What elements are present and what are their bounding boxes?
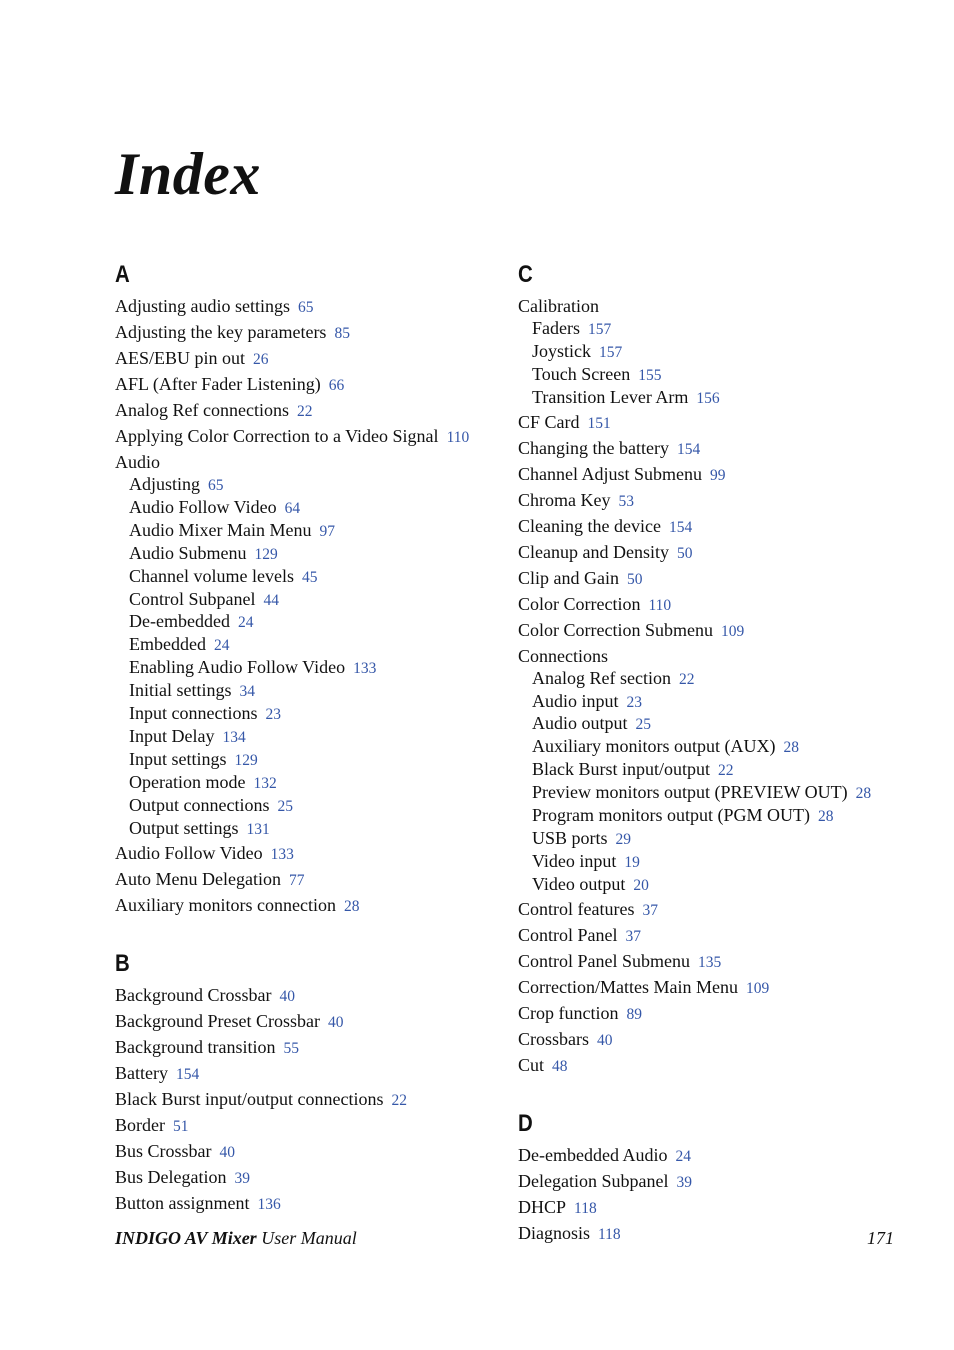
index-subterm: Joystick bbox=[532, 340, 592, 361]
index-entry bbox=[518, 1053, 938, 1079]
index-subentry bbox=[518, 759, 938, 782]
index-term: Button assignment bbox=[115, 1192, 250, 1213]
index-subterm: De-embedded bbox=[129, 611, 230, 632]
page-link[interactable]: 118 bbox=[574, 1199, 597, 1217]
index-entry bbox=[518, 1169, 938, 1195]
index-term: Background Crossbar bbox=[115, 984, 272, 1005]
index-subterm: Analog Ref section bbox=[532, 667, 671, 688]
index-subentry bbox=[518, 668, 938, 691]
index-subentry bbox=[115, 589, 505, 612]
index-entry bbox=[115, 1165, 505, 1191]
section-gap bbox=[518, 1079, 938, 1109]
index-entry bbox=[115, 1061, 505, 1087]
page-link[interactable]: 97 bbox=[319, 522, 335, 540]
index-entry bbox=[518, 410, 938, 436]
index-subentry bbox=[115, 680, 505, 703]
page-link[interactable]: 109 bbox=[720, 622, 745, 640]
index-subentry bbox=[518, 805, 938, 828]
index-entry bbox=[115, 346, 505, 372]
page-link[interactable]: 110 bbox=[648, 596, 672, 614]
index-term: Cleaning the device bbox=[518, 515, 661, 536]
page-link[interactable]: 40 bbox=[279, 987, 295, 1005]
index-term: AFL (After Fader Listening) bbox=[115, 374, 321, 394]
index-subterm: Audio Mixer Main Menu bbox=[129, 519, 312, 540]
index-subterm: Video input bbox=[532, 850, 617, 871]
index-subterm: Auxiliary monitors output (AUX) bbox=[532, 736, 776, 757]
section-letter: B bbox=[115, 949, 130, 977]
index-term: DHCP bbox=[518, 1196, 567, 1217]
index-term: Auxiliary monitors connection bbox=[115, 894, 336, 915]
index-term: Cleanup and Density bbox=[518, 541, 669, 562]
index-term: Channel Adjust Submenu bbox=[518, 463, 702, 484]
page-link[interactable]: 118 bbox=[598, 1225, 621, 1243]
index-subentry bbox=[518, 828, 938, 851]
index-term: Border bbox=[115, 1114, 165, 1135]
page-link[interactable]: 25 bbox=[635, 716, 652, 734]
page-link[interactable]: 48 bbox=[552, 1057, 568, 1075]
index-entry bbox=[518, 949, 938, 975]
page-link[interactable]: 28 bbox=[783, 739, 799, 757]
index-term: Crop function bbox=[518, 1002, 619, 1023]
index-subterm: Audio input bbox=[532, 690, 619, 711]
page-footer bbox=[115, 1225, 894, 1252]
section-b bbox=[115, 949, 505, 1217]
page-title: Index bbox=[115, 141, 261, 207]
page-link[interactable]: 34 bbox=[239, 683, 255, 701]
page-link[interactable]: 37 bbox=[625, 927, 641, 945]
index-subentry bbox=[115, 497, 505, 520]
index-term: De-embedded Audio bbox=[518, 1144, 668, 1165]
page-link[interactable]: 157 bbox=[588, 321, 612, 338]
page-link[interactable]: 65 bbox=[298, 299, 314, 316]
index-entry bbox=[518, 644, 938, 668]
page-link[interactable]: 23 bbox=[626, 693, 643, 711]
section-d bbox=[518, 1109, 938, 1247]
index-subentry bbox=[518, 341, 938, 364]
page-link[interactable]: 157 bbox=[599, 343, 623, 361]
index-entry bbox=[115, 1191, 505, 1217]
index-subterm: Program monitors output (PGM OUT) bbox=[532, 805, 810, 826]
page-link[interactable]: 22 bbox=[296, 403, 313, 420]
index-entry bbox=[518, 1027, 938, 1053]
page-link[interactable]: 40 bbox=[597, 1031, 613, 1049]
page-link[interactable]: 77 bbox=[288, 871, 305, 889]
page-link[interactable]: 50 bbox=[676, 544, 693, 562]
index-entry bbox=[115, 841, 505, 867]
page-link[interactable]: 136 bbox=[257, 1195, 281, 1213]
index-subentry bbox=[115, 795, 505, 818]
index-term: Changing the battery bbox=[518, 437, 669, 458]
index-term: Applying Color Correction to a Video Signal bbox=[115, 426, 439, 446]
index-subentry bbox=[115, 543, 505, 566]
index-entry bbox=[115, 320, 505, 346]
index-entry bbox=[115, 1035, 505, 1061]
page-link[interactable]: 155 bbox=[638, 366, 662, 384]
index-entry bbox=[115, 1113, 505, 1139]
index-term: Control features bbox=[518, 898, 635, 919]
section-letter: A bbox=[115, 261, 130, 288]
index-term: Background transition bbox=[115, 1036, 276, 1057]
index-entry bbox=[518, 897, 938, 923]
index-subentry bbox=[518, 691, 938, 714]
index-subentry bbox=[518, 736, 938, 759]
index-entry bbox=[115, 867, 505, 893]
page-link[interactable]: 50 bbox=[627, 570, 643, 588]
page-link[interactable]: 28 bbox=[855, 785, 872, 803]
index-subentry bbox=[115, 726, 505, 749]
page-link[interactable]: 151 bbox=[587, 414, 611, 432]
page-link[interactable]: 26 bbox=[253, 351, 269, 368]
page-link[interactable]: 22 bbox=[391, 1091, 407, 1109]
index-entry bbox=[115, 372, 505, 398]
index-subentry bbox=[518, 851, 938, 874]
index-entry bbox=[115, 1139, 505, 1165]
index-subentry bbox=[115, 657, 505, 680]
page-link[interactable]: 39 bbox=[676, 1173, 692, 1191]
index-subentry bbox=[518, 387, 938, 410]
index-subterm: Audio output bbox=[532, 713, 628, 734]
index-subterm: Input settings bbox=[129, 748, 227, 769]
index-entry bbox=[115, 450, 505, 474]
index-subterm: Audio Submenu bbox=[129, 542, 247, 563]
index-subterm: Output settings bbox=[129, 817, 239, 838]
page-link[interactable]: 110 bbox=[446, 429, 470, 446]
index-term: Battery bbox=[115, 1062, 168, 1083]
index-term: Control Panel bbox=[518, 924, 618, 945]
index-subentry bbox=[115, 703, 505, 726]
page-link[interactable]: 24 bbox=[237, 614, 254, 632]
page-link[interactable]: 129 bbox=[254, 545, 278, 563]
index-subentry bbox=[518, 874, 938, 897]
index-subterm: Input connections bbox=[129, 703, 258, 724]
index-entry bbox=[115, 1009, 505, 1035]
page-link[interactable]: 24 bbox=[213, 637, 230, 655]
page-link[interactable]: 28 bbox=[343, 897, 360, 915]
index-subentry bbox=[115, 474, 505, 497]
index-subentry bbox=[115, 520, 505, 543]
page-link[interactable]: 23 bbox=[265, 706, 281, 724]
index-entry bbox=[518, 975, 938, 1001]
index-entry bbox=[518, 1143, 938, 1169]
index-subterm: Input Delay bbox=[129, 725, 215, 746]
page-link[interactable]: 55 bbox=[283, 1039, 299, 1057]
index-subterm: Audio Follow Video bbox=[129, 496, 277, 517]
index-subterm: Embedded bbox=[129, 634, 206, 655]
index-subterm: Channel volume levels bbox=[129, 565, 294, 586]
index-term: Black Burst input/output connections bbox=[115, 1088, 384, 1109]
index-entry bbox=[115, 424, 505, 450]
section-a bbox=[115, 260, 505, 919]
page-link[interactable]: 134 bbox=[222, 728, 246, 746]
page-link[interactable]: 132 bbox=[253, 774, 277, 792]
index-term: CF Card bbox=[518, 411, 580, 432]
index-subterm: Operation mode bbox=[129, 771, 246, 792]
page-link[interactable]: 85 bbox=[334, 325, 350, 342]
page-link[interactable]: 129 bbox=[234, 751, 258, 769]
page-link[interactable]: 45 bbox=[301, 568, 318, 586]
index-term: Calibration bbox=[518, 296, 599, 316]
index-term: Chroma Key bbox=[518, 489, 611, 510]
index-entry bbox=[115, 294, 505, 320]
index-entry bbox=[115, 398, 505, 424]
index-entry bbox=[518, 618, 938, 644]
index-term: Color Correction bbox=[518, 593, 641, 614]
footer-subtitle: User Manual bbox=[261, 1228, 357, 1248]
index-term: Diagnosis bbox=[518, 1222, 590, 1243]
index-term: Adjusting audio settings bbox=[115, 296, 290, 316]
footer-brand: INDIGO AV Mixer bbox=[115, 1228, 257, 1248]
index-subterm: Transition Lever Arm bbox=[532, 386, 689, 407]
page-link[interactable]: 20 bbox=[633, 876, 649, 894]
page-link[interactable]: 109 bbox=[745, 979, 770, 997]
page-link[interactable]: 131 bbox=[246, 820, 270, 838]
index-term: Auto Menu Delegation bbox=[115, 868, 281, 889]
index-entry bbox=[518, 540, 938, 566]
index-subterm: USB ports bbox=[532, 827, 608, 848]
footer-page-number: 171 bbox=[867, 1228, 894, 1248]
index-subterm: Adjusting bbox=[129, 474, 201, 494]
index-entry bbox=[518, 592, 938, 618]
page-link[interactable]: 154 bbox=[676, 440, 701, 458]
index-term: Bus Delegation bbox=[115, 1166, 227, 1187]
page-link[interactable]: 40 bbox=[327, 1013, 344, 1031]
page-link[interactable]: 29 bbox=[615, 830, 632, 848]
index-subentry bbox=[518, 713, 938, 736]
index-term: AES/EBU pin out bbox=[115, 348, 246, 368]
page-link[interactable]: 89 bbox=[626, 1005, 642, 1023]
index-subentry bbox=[115, 634, 505, 657]
index-entry bbox=[115, 893, 505, 919]
index-term: Background Preset Crossbar bbox=[115, 1010, 320, 1031]
index-entry bbox=[518, 1001, 938, 1027]
index-entry bbox=[518, 923, 938, 949]
index-entry bbox=[518, 514, 938, 540]
index-subentry bbox=[115, 772, 505, 795]
index-subentry bbox=[115, 611, 505, 634]
index-term: Audio bbox=[115, 452, 160, 472]
section-gap bbox=[115, 919, 505, 949]
index-subterm: Black Burst input/output bbox=[532, 759, 710, 780]
index-subentry bbox=[115, 818, 505, 841]
index-term: Delegation Subpanel bbox=[518, 1170, 669, 1191]
page-link[interactable]: 135 bbox=[698, 953, 722, 971]
page-link[interactable]: 133 bbox=[353, 660, 377, 678]
index-term: Adjusting the key parameters bbox=[115, 322, 327, 342]
index-column-left bbox=[115, 260, 505, 1217]
section-letter: C bbox=[518, 261, 533, 288]
page-link[interactable]: 40 bbox=[219, 1143, 236, 1161]
page-link[interactable]: 39 bbox=[234, 1169, 250, 1187]
page-link[interactable]: 51 bbox=[172, 1117, 189, 1135]
index-term: Crossbars bbox=[518, 1028, 589, 1049]
index-term: Control Panel Submenu bbox=[518, 950, 690, 971]
page-link[interactable]: 28 bbox=[818, 808, 834, 826]
index-entry bbox=[518, 1195, 938, 1221]
page-link[interactable]: 22 bbox=[718, 762, 734, 780]
index-entry bbox=[518, 462, 938, 488]
index-column-right bbox=[518, 260, 938, 1247]
section-letter: D bbox=[518, 1109, 533, 1137]
page-link[interactable]: 156 bbox=[696, 389, 720, 407]
page-link[interactable]: 64 bbox=[284, 499, 301, 517]
index-subterm: Output connections bbox=[129, 794, 270, 815]
page-link[interactable]: 44 bbox=[263, 591, 279, 609]
page-link[interactable]: 19 bbox=[624, 853, 640, 871]
index-term: Clip and Gain bbox=[518, 567, 619, 588]
page-link[interactable]: 25 bbox=[277, 797, 293, 815]
index-entry bbox=[518, 294, 938, 318]
index-subentry bbox=[115, 566, 505, 589]
page-link[interactable]: 133 bbox=[270, 845, 294, 863]
page-link[interactable]: 24 bbox=[675, 1147, 691, 1165]
page-link[interactable]: 154 bbox=[175, 1065, 200, 1083]
index-term: Cut bbox=[518, 1054, 545, 1075]
page-link[interactable]: 66 bbox=[328, 377, 345, 394]
page-link[interactable]: 53 bbox=[618, 492, 634, 510]
index-term: Analog Ref connections bbox=[115, 400, 289, 420]
section-c bbox=[518, 260, 938, 1079]
index-subterm: Faders bbox=[532, 318, 580, 338]
index-subterm: Video output bbox=[532, 873, 626, 894]
index-term: Color Correction Submenu bbox=[518, 619, 713, 640]
page-link[interactable]: 65 bbox=[208, 477, 224, 494]
index-subentry bbox=[518, 364, 938, 387]
page-link[interactable]: 37 bbox=[642, 901, 658, 919]
index-entry bbox=[115, 983, 505, 1009]
index-subterm: Touch Screen bbox=[532, 363, 631, 384]
index-subentry bbox=[518, 782, 938, 805]
index-entry bbox=[518, 566, 938, 592]
index-subentry bbox=[518, 318, 938, 341]
page-link[interactable]: 99 bbox=[710, 466, 726, 484]
index-subterm: Preview monitors output (PREVIEW OUT) bbox=[532, 782, 848, 803]
page-link[interactable]: 22 bbox=[678, 670, 695, 688]
index-subterm: Initial settings bbox=[129, 680, 232, 701]
index-subentry bbox=[115, 749, 505, 772]
index-entry bbox=[518, 436, 938, 462]
index-term: Correction/Mattes Main Menu bbox=[518, 976, 738, 997]
index-term: Audio Follow Video bbox=[115, 842, 263, 863]
index-term: Connections bbox=[518, 645, 608, 666]
page-link[interactable]: 154 bbox=[668, 518, 693, 536]
index-entry bbox=[518, 488, 938, 514]
index-entry bbox=[115, 1087, 505, 1113]
index-subterm: Enabling Audio Follow Video bbox=[129, 657, 346, 678]
index-term: Bus Crossbar bbox=[115, 1140, 212, 1161]
index-subterm: Control Subpanel bbox=[129, 588, 256, 609]
